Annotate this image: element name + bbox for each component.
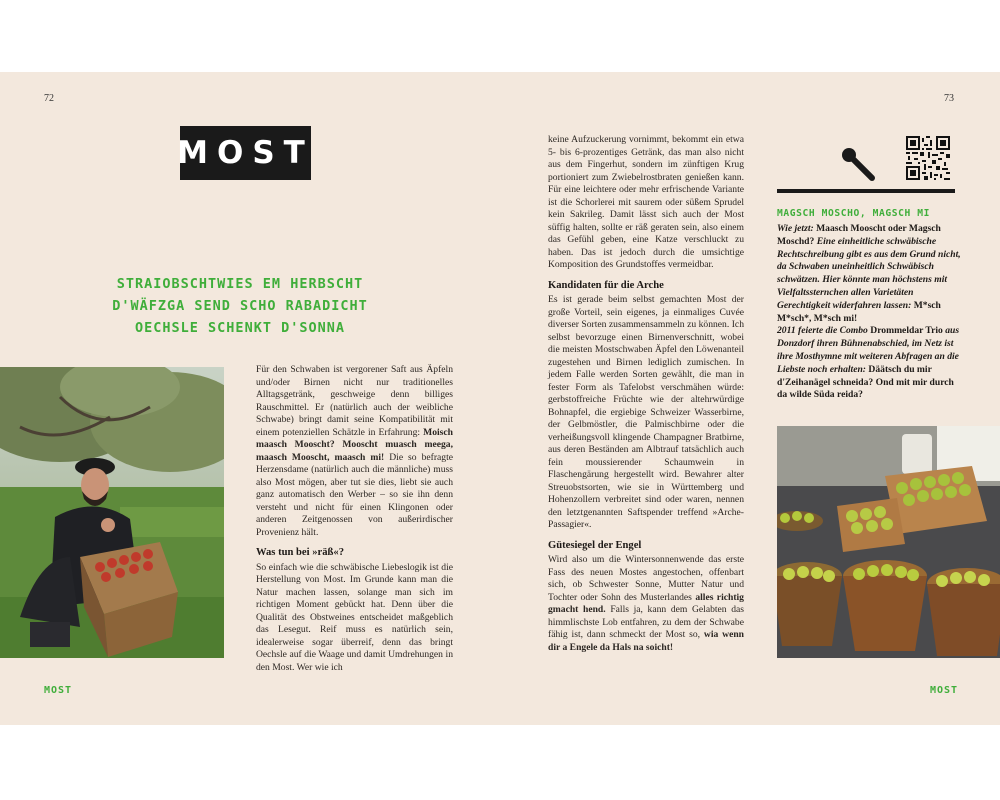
section-paragraph: Es ist gerade beim selbst gemachten Most der große Vorteil, sein eigenes, ja einmaliges Cuvée diverser Sorten zusammensammeln zu können. Ich selbst bevorzuge einen Birnenverschnitt, wobei die meisten Mostschwaben Äpfel den Löwenanteil zugestehen und Birnen lediglich zumischen. In jedem Falle werden Sorten gewählt, die man in fester Form als Tafelobst verschmähen würde: gerbstoffreiche Früchte wie der altehrwürdige Bohnapfel, die ergiebige Schweizer Wasserbirne, der Gelbmöstler, die Palmischbirne oder die verheißungsvoll klingende Champagner Bratbirne, aus deren Beständen am Albtrauf tatsächlich auch fein moussierender Schaumwein in Flaschengärung hergestellt wird. Bewahrer alter Streuobstsorten, wie sie in Württemberg und Hohenzollern verbreitet sind oder waren, nennen den letztgenannten Saftspender treffend »Arche-Passagier«. xyxy=(548,294,744,530)
page-footer-left: MOST xyxy=(44,685,73,696)
page-number-right: 73 xyxy=(944,93,954,104)
chapter-title: MOST xyxy=(180,126,311,180)
section-paragraph: Wird also um die Wintersonnenwende das erste Fass des neuen Mostes angestochen, offenbart sich, ob Schwester Sonne, Mutter Natur und Tochter oder Sohn des Musterlandes alles richtig gmacht hend. Falls ja, kann dem Gelabten das himmlischste Lob entfahren, zu dem der Schwabe fähig ist, dann schmeckt der Most so, wia wenn dir a Engele da Hals na soicht! xyxy=(548,554,745,653)
section-heading: Gütesiegel der Engel xyxy=(548,539,642,551)
subtitle-line: OECHSLE SCHENKT D'SONNA xyxy=(135,320,345,336)
qr-code[interactable] xyxy=(906,136,950,180)
page-footer-right: MOST xyxy=(930,685,959,696)
book-spread xyxy=(0,72,1000,725)
sidebar-text: Wie jetzt: Maasch Mooscht oder Magsch Moschd? Eine einheitliche schwäbische Rechtschreibung gibt es aus dem Grund nicht, da Schwaben uneinheitlich Schwäbisch schwätzen. Hier könnte man höchstens mit Vielfaltssternchen allen Varietäten Gerechtigkeit widerfahren lassen: M*sch M*sch*, M*sch mi! 2011 feierte die Combo Drommeldar Trio aus Donzdorf ihren Bühnenabschied, im Netz ist ihre Mosthymne mit weiteren Abfragen an die Liebste noch erhalten: Däätsch du mir d'Zeihanägel schneida? Ond mit mir durch da wilde Süda reida? xyxy=(777,223,961,401)
right-page-text-column xyxy=(548,134,744,654)
sidebar-rule xyxy=(777,189,955,193)
page-number-left: 72 xyxy=(44,93,54,104)
dialect-phrase: Moisch maasch Mooscht? Mooscht muasch meega, maasch Mooscht, maasch mi! xyxy=(256,426,453,463)
microphone-icon xyxy=(838,144,878,184)
section-heading: Kandidaten für die Arche xyxy=(548,279,664,291)
subtitle-line: STRAIOBSCHTWIES EM HERBSCHT xyxy=(116,276,364,292)
photo-man-with-apple-crate xyxy=(0,367,224,658)
left-page-text-column xyxy=(256,364,453,674)
photo-apple-baskets xyxy=(777,426,1000,658)
subtitle-line: D'WÄFZGA SEND SCHO RABADICHT xyxy=(112,298,368,314)
chapter-subtitle xyxy=(110,273,370,339)
section-heading: Was tun bei »räß«? xyxy=(256,547,345,558)
continuation-paragraph: keine Aufzuckerung vornimmt, bekommt ein etwa 5- bis 6-prozentiges Getränk, das man also nicht aus dem Fingerhut, sondern im zünftigen Krug portioniert zum Zwiebelrostbraten genießen kann. Für eine leichtere oder mehr erfrischende Variante ist die Schorlerei mit saurem oder süßem Sprudel kein Sakrileg. Damit lässt sich auch der Most süffig halten, sollte er räß geraten sein, also einem das Gefühl geben, eine Katze verschluckt zu haben. Das ist jedoch durch die umsichtige Komposition des Grundstoffes vermeidbar. xyxy=(548,134,744,270)
section-paragraph: So einfach wie die schwäbische Liebeslogik ist die Herstellung von Most. Im Grunde kann man die Natur machen lassen, solange man sich im richtigen Moment gebückt hat. Denn über die Qualität des Obstweines entscheidet maßgeblich das Lesegut. Reif muss es natürlich sein, idealerweise sogar überreif, denn das bringt Oechsle auf die Waage und damit Umdrehungen in den Most. Wer wie ich xyxy=(256,561,453,673)
intro-paragraph: Für den Schwaben ist vergorener Saft aus Äpfeln und/oder Birnen nicht nur traditionelles Alltagsgetränk, geschweige denn billiges Rauschmittel. Er (natürlich auch der weibliche Schwabe) bringt damit seine Kompatibilität mit einem potenziellen Schätzle in Erfahrung: Moisch maasch Mooscht? Mooscht muasch meega, maasch Mooscht, maasch mi! Die so befragte Herzensdame (natürlich auch die männliche) muss also Most mögen, aber tut sie dies, liebt sie auch ganz automatisch den Werber – so sie ihn denn versteht und nicht für einen Klingonen oder anderen Zeitgenossen von außerirdischer Provenienz hält. xyxy=(256,364,453,538)
sidebar-heading: MAGSCH MOSCHO, MAGSCH MI xyxy=(777,208,931,219)
